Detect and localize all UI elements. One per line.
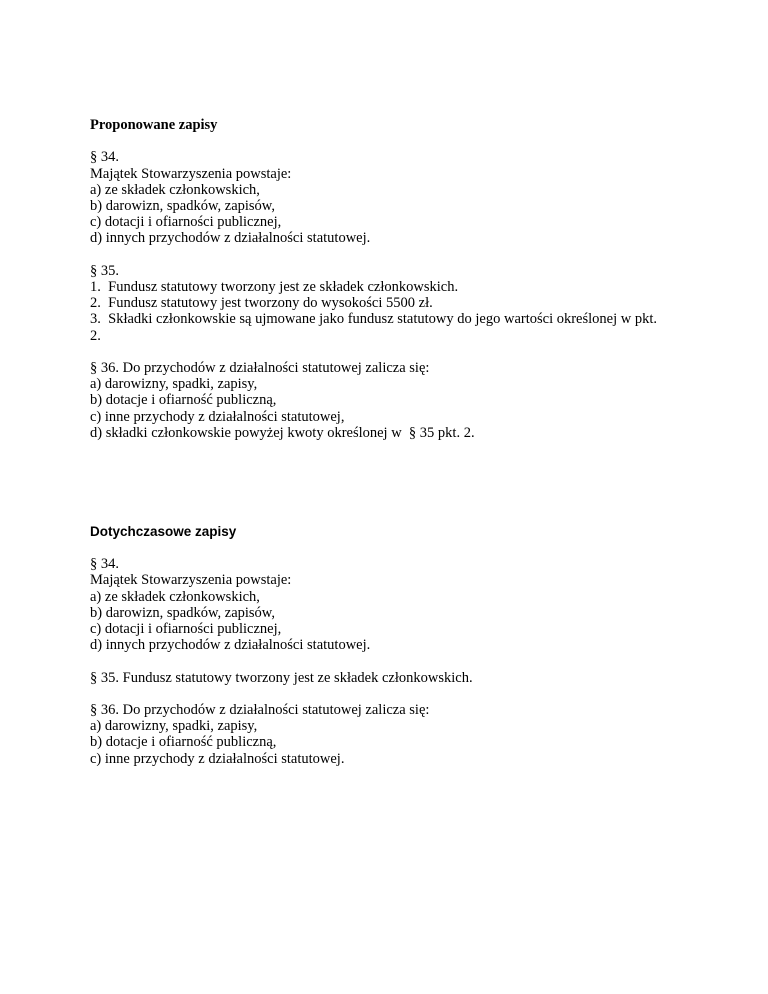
text-line: Majątek Stowarzyszenia powstaje: <box>90 572 292 589</box>
text-line: d) innych przychodów z działalności statutowej. <box>90 637 371 654</box>
text-line: 1. Fundusz statutowy tworzony jest ze składek członkowskich. <box>90 279 459 295</box>
text-line: c) inne przychody z działalności statutowej. <box>90 750 345 767</box>
text-line: § 35. Fundusz statutowy tworzony jest ze składek członkowskich. <box>90 669 473 686</box>
proposed-paragraph-35 <box>90 263 710 344</box>
text-line: Majątek Stowarzyszenia powstaje: <box>90 165 292 182</box>
proposed-paragraph-34 <box>90 149 710 246</box>
text-line: a) darowizny, spadki, zapisy, <box>90 718 258 735</box>
text-line: § 34. <box>90 556 119 573</box>
text-line: 2. Fundusz statutowy jest tworzony do wysokości 5500 zł. <box>90 295 433 312</box>
current-paragraph-34 <box>90 556 710 653</box>
text-line: § 34. <box>90 149 119 166</box>
current-paragraph-35 <box>90 670 710 686</box>
text-line: 2. <box>90 327 101 344</box>
current-section <box>90 524 710 767</box>
text-line: b) darowizn, spadków, zapisów, <box>90 198 275 214</box>
current-heading: Dotychczasowe zapisy <box>90 524 237 539</box>
text-line: b) darowizn, spadków, zapisów, <box>90 604 275 621</box>
proposed-paragraph-36 <box>90 360 710 441</box>
text-line: a) ze składek członkowskich, <box>90 588 260 605</box>
text-line: c) inne przychody z działalności statutowej, <box>90 408 345 425</box>
current-paragraph-36 <box>90 702 710 767</box>
text-line: a) ze składek członkowskich, <box>90 181 260 198</box>
text-line: 3. Składki członkowskie są ujmowane jako fundusz statutowy do jego wartości określonej w pkt. <box>90 311 658 328</box>
text-line: § 36. Do przychodów z działalności statutowej zalicza się: <box>90 360 430 376</box>
proposed-section <box>90 117 710 441</box>
text-line: § 36. Do przychodów z działalności statutowej zalicza się: <box>90 701 430 718</box>
proposed-heading: Proponowane zapisy <box>90 117 218 133</box>
text-line: d) innych przychodów z działalności statutowej. <box>90 230 371 247</box>
text-line: b) dotacje i ofiarność publiczną, <box>90 734 277 751</box>
text-line: b) dotacje i ofiarność publiczną, <box>90 392 277 409</box>
text-line: a) darowizny, spadki, zapisy, <box>90 376 258 393</box>
text-line: d) składki członkowskie powyżej kwoty określonej w § 35 pkt. 2. <box>90 424 475 441</box>
text-line: § 35. <box>90 262 119 279</box>
text-line: c) dotacji i ofiarności publicznej, <box>90 621 282 637</box>
text-line: c) dotacji i ofiarności publicznej, <box>90 214 282 231</box>
